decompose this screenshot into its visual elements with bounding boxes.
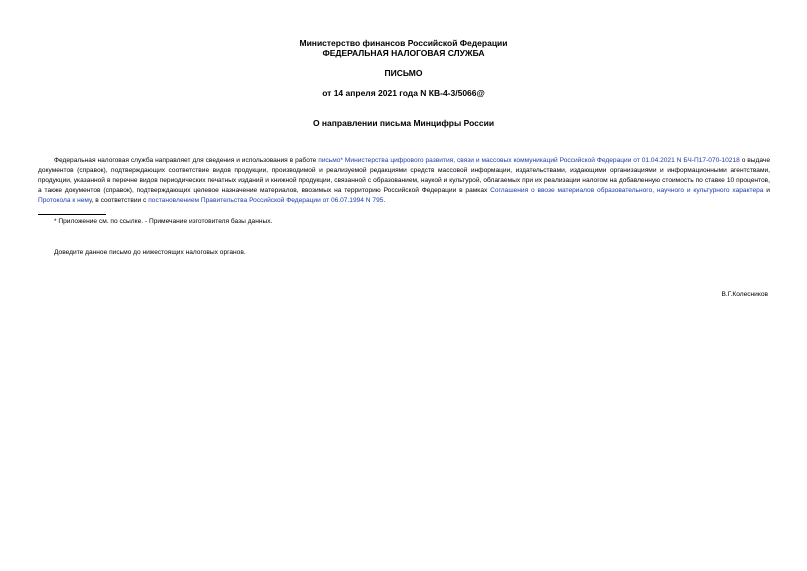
paragraph-text-1: Федеральная налоговая служба направляет для сведения и использования в работе bbox=[54, 157, 319, 164]
paragraph-text-2: о выдаче документов (справок), подтверждающих соответствие видов продукции, производимой и реализуемой редакциями средств массовой информации, издательствами, издающими организациями и информационными агентствами, продукции, указанной в перечне видов периодических печатных изданий и книжной продукции, связанной с образованием, наукой и культурой, облагаемых при их реализации налогом на добавленную стоимость по ставке 10 процентов, а также документов (справок), подтверждающих целевое назначение материалов, ввозимых на территорию Российской Федерации в рамках bbox=[38, 157, 771, 194]
protocol-link[interactable]: Протокола к нему bbox=[38, 197, 92, 204]
instruction-text: Доведите данное письмо до нижестоящих налоговых органов. bbox=[54, 249, 246, 256]
agreement-link[interactable]: Соглашения о ввозе материалов образовательного, научного и культурного характера bbox=[490, 187, 764, 194]
main-paragraph bbox=[38, 156, 770, 206]
service-title: ФЕДЕРАЛЬНАЯ НАЛОГОВАЯ СЛУЖБА bbox=[322, 48, 485, 58]
paragraph-text-5: . bbox=[383, 197, 386, 204]
paragraph-text-4: , в соответствии с bbox=[91, 197, 149, 204]
document-date-number: от 14 апреля 2021 года N КВ-4-3/5066@ bbox=[322, 88, 485, 98]
document-type: ПИСЬМО bbox=[384, 68, 423, 78]
ministry-title: Министерство финансов Российской Федерации bbox=[299, 38, 508, 48]
footnote-text: * Приложение см. по ссылке. - Примечание изготовителя базы данных. bbox=[54, 218, 273, 225]
document-subject: О направлении письма Минцифры России bbox=[312, 118, 495, 128]
government-decree-link[interactable]: постановлением Правительства Российской Федерации от 06.07.1994 N 795 bbox=[148, 197, 384, 204]
ministry-letter-link[interactable]: письмо* Министерства цифрового развития, связи и массовых коммуникаций Российской Федерации от 01.04.2021 N БЧ-П17-070-10218 bbox=[318, 157, 740, 164]
signature: В.Г.Колесников bbox=[721, 291, 768, 298]
footnote-divider bbox=[38, 214, 106, 215]
paragraph-text-3: и bbox=[763, 187, 770, 194]
